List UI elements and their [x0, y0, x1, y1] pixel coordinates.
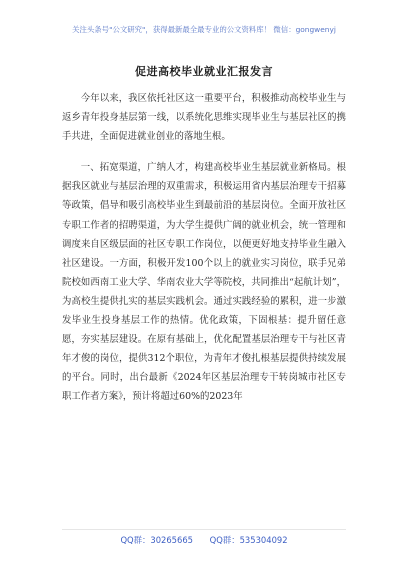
footer-divider [62, 529, 346, 530]
document-title: 促进高校毕业就业汇报发言 [135, 65, 273, 78]
document-body [62, 89, 346, 407]
paragraph-intro: 今年以来，我区依托社区这一重要平台，积极推动高校毕业生与返乡青年投身基层第一线，以系统化思维实现毕业生与基层社区的携手共进，全面促进就业创业的落地生根。 [62, 93, 346, 143]
footer [0, 534, 408, 546]
footer-qq-group-1: QQ群：30265665 [120, 535, 193, 545]
paragraph-section-one: 一、拓宽渠道，广纳人才，构建高校毕业生基层就业新格局。根据我区就业与基层治理的双重需求，积极运用省内基层治理专干招募等政策，倡导和吸引高校毕业生到最前沿的基层岗位。全面开放社区专职工作者的招聘渠道，为大学生提供广阔的就业机会，统一管理和调度来自区级层面的社区专职工作岗位，以便更好地支持毕业生融入社区建设。一方面，积极开发100个以上的就业实习岗位，联手兄弟院校如西南工业大学、华南农业大学等院校，共同推出“起航计划”，为高校生提供扎实的基层实践机会。通过实践经验的累积，进一步激发毕业生投身基层工作的热情。优化政策，下固根基：提升留任意愿，夯实基层建设。在原有基础上，优化配置基层治理专干与社区青年才俊的岗位，提供312个职位，为青年才俊扎根基层提供持续发展的平台。同时，出台最新《2024年区基层治理专干转岗城市社区专职工作者方案》，预计将超过60%的2023年 [62, 162, 346, 403]
header-note: 关注头条号"公文研究"，获得最新最全最专业的公文资料库！ 微信：gongwenyj [72, 25, 336, 34]
footer-qq-group-2: QQ群：535304092 [209, 535, 288, 545]
